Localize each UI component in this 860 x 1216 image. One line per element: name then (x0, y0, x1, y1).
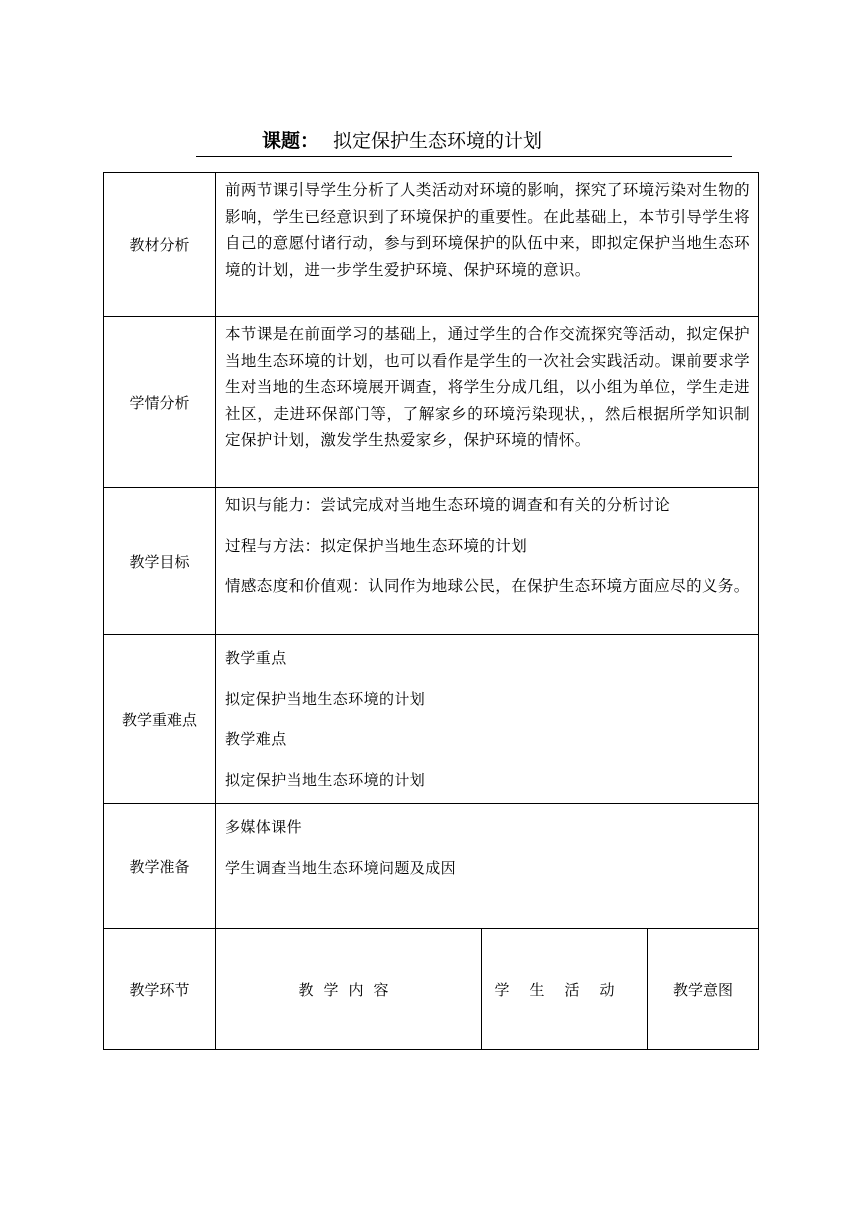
student-analysis-content (216, 317, 759, 488)
column-header-activity: 学生活动 (482, 929, 648, 1050)
column-header-stage: 教学环节 (104, 929, 216, 1050)
row-header-goals: 教学目标 (104, 488, 216, 635)
key-point-label: 教学重点 (225, 649, 287, 667)
lesson-plan-table (103, 172, 759, 1050)
row-header-keypoints: 教学重难点 (104, 635, 216, 804)
goal-item: 知识与能力：尝试完成对当地生态环境的调查和有关的分析讨论 (225, 496, 671, 514)
row-textbook-analysis (104, 173, 759, 317)
column-header-content: 教学内容 (216, 929, 482, 1050)
row-header-students: 学情分析 (104, 317, 216, 488)
difficult-point-label: 教学难点 (225, 730, 287, 748)
goal-item: 过程与方法：拟定保护当地生态环境的计划 (225, 536, 528, 555)
row-key-difficult-points (104, 635, 759, 804)
preparation-item: 学生调查当地生态环境问题及成因 (225, 858, 457, 877)
row-teaching-goals (104, 488, 759, 635)
title-label: 课题： (262, 130, 320, 152)
column-header-intent: 教学意图 (648, 929, 759, 1050)
row-student-analysis (104, 317, 759, 488)
title-text: 拟定保护生态环境的计划 (333, 130, 543, 152)
key-difficult-content (216, 635, 759, 804)
row-header-textbook: 教材分析 (104, 173, 216, 317)
textbook-analysis-text: 前两节课引导学生分析了人类活动对环境的影响，探究了环境污染对生物的影响，学生已经意识到了环境保护的重要性。在此基础上，本节引导学生将自己的意愿付诸行动，参与到环境保护的队伍中来，即拟定保护当地生态环境的计划，进一步学生爱护环境、保护环境的意识。 (225, 181, 751, 279)
teaching-goals-content (216, 488, 759, 635)
preparation-item: 多媒体课件 (225, 818, 303, 836)
preparation-content (216, 804, 759, 929)
difficult-point-text: 拟定保护当地生态环境的计划 (225, 770, 426, 789)
page-title (262, 126, 542, 153)
student-analysis-text: 本节课是在前面学习的基础上，通过学生的合作交流探究等活动，拟定保护当地生态环境的计划，也可以看作是学生的一次社会实践活动。课前要求学生对当地的生态环境展开调查，将学生分成几组，以小组为单位，学生走进社区，走进环保部门等，了解家乡的环境污染现状，，然后根据所学知识制定保护计划，激发学生热爱家乡，保护环境的情怀。 (225, 325, 751, 449)
row-header-preparation: 教学准备 (104, 804, 216, 929)
row-column-headers (104, 929, 759, 1050)
row-preparation (104, 804, 759, 929)
goal-item: 情感态度和价值观：认同作为地球公民，在保护生态环境方面应尽的义务。 (225, 577, 750, 595)
key-point-text: 拟定保护当地生态环境的计划 (225, 689, 426, 708)
title-underline (196, 122, 732, 157)
textbook-analysis-content (216, 173, 759, 317)
